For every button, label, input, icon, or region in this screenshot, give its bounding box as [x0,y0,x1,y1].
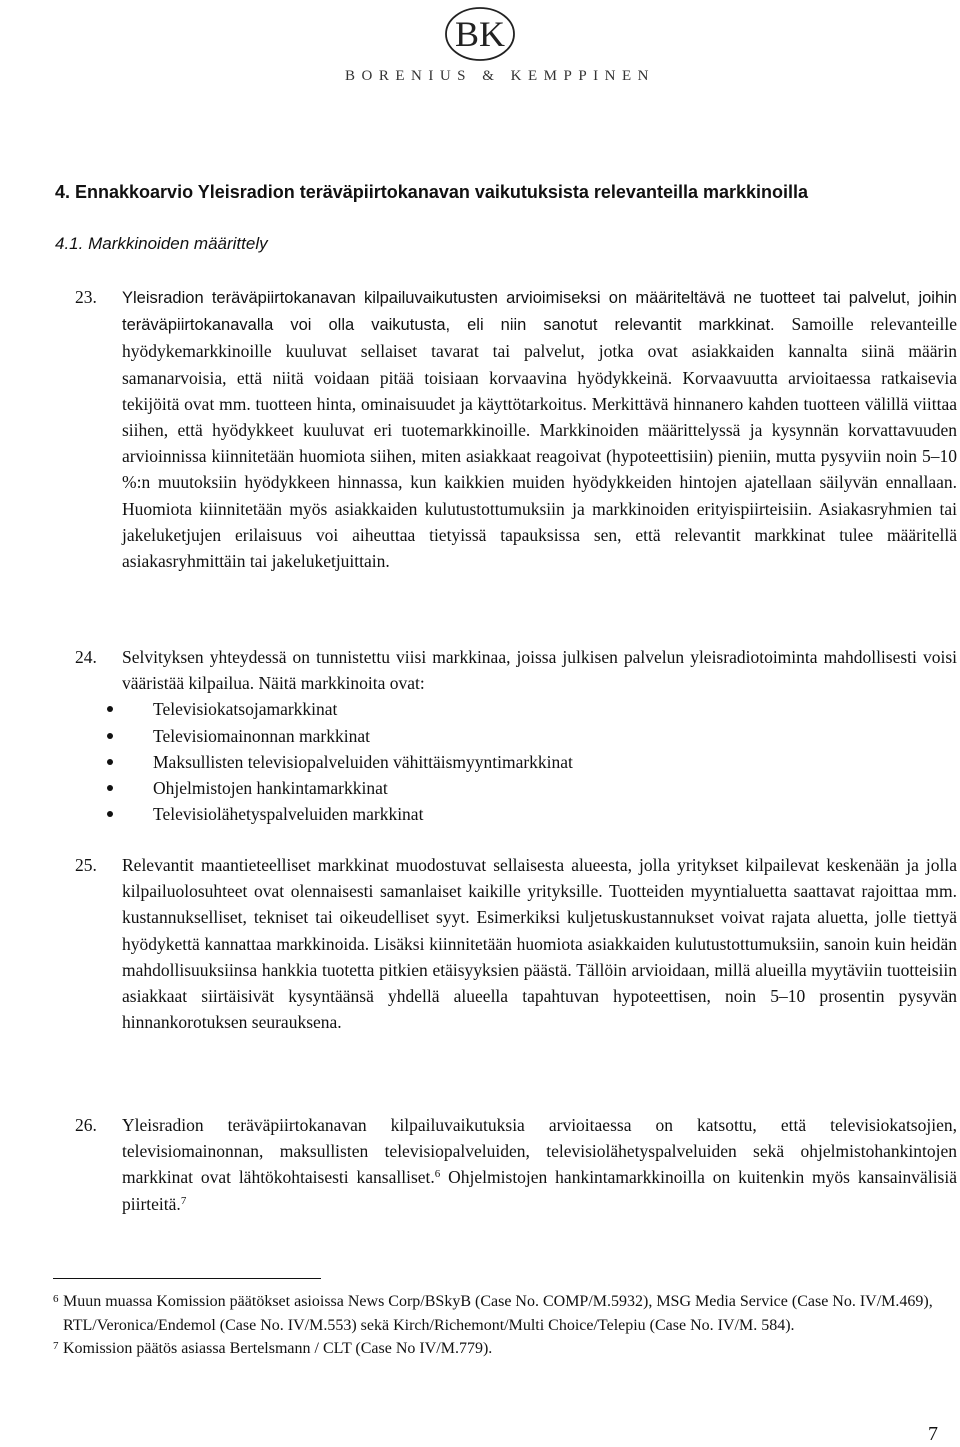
logo-wordmark: BORENIUS & KEMPPINEN [344,68,655,84]
footnote-ref[interactable]: 7 [180,1194,187,1207]
paragraph-body [122,284,957,574]
page-number: 7 [928,1423,938,1445]
paragraph-24 [75,644,957,827]
footnote-6 [53,1290,958,1337]
paragraph-number: 26. [75,1115,97,1135]
bullet-icon [107,706,113,712]
market-list [122,696,957,827]
footnote-7 [53,1337,958,1361]
paragraph-body: Yleisradion teräväpiirtokanavan kilpailuvaikutuksia arvioitaessa on katsottu, että televisiokatsojien, televisiomainonnan, maksullisten televisiopalveluiden, televisiolähetyspalveluiden sekä ohjelmistohankintojen markkinat ovat lähtökohtaisesti kansalliset.$^6$ Ohjelmistojen hankintamarkkinoilla on kuitenkin myös kansainvälisiä piirteitä.$^7$ [122,1115,957,1214]
paragraph-text: Samoille relevanteille hyödykemarkkinoille kuuluvat sellaiset tavarat tai palvelut, jotka ovat asiakkaiden kannalta siinä määrin samanarvoisia, että niitä voidaan pitää toisiaan korvaavina hyödykkeinä. Korvaavuutta arvioitaessa ratkaisevia tekijöitä ovat mm. tuotteen hinta, ominaisuudet ja käyttötarkoitus. Merkittävä hinnanero kahden tuotteen välillä viittaa siihen, että hyödykkeet kuuluvat eri tuotemarkkinoille. Markkinoiden määrittelyssä ja kysynnän korvattavuuden arvioinnissa kiinnitetään huomiota siihen, miten asiakkaat reagoivat (hypoteettisiin) pieniin, mutta pysyviin noin 5–10 %:n muutoksiin hyödykkeen hinnassa, kun kaikkien muiden hyödykkeiden hintojen ajatellaan säilyvän ennallaan. Huomiota kiinnitetään myös asiakkaiden kulutustottumuksiin ja markkinoiden erityispiirteisiin. Asiakasryhmien tai jakeluketjujen erilaisuus voi aiheuttaa tietyissä tapauksissa sen, että relevantit markkinat tulee määritellä asiakasryhmittäin tai jakeluketjuittain. [122,314,957,572]
footnote-text: Muun muassa Komission päätökset asioissa News Corp/BSkyB (Case No. COMP/M.5932), MSG Media Service (Case No. IV/M.469), RTL/Veronica/Endemol (Case No. IV/M.553) sekä Kirch/Richemont/Multi Choice/Telepiu (Case No. IV/M. 584). [63,1293,933,1334]
list-item: Televisiokatsojamarkkinat [122,696,957,722]
footnotes [53,1290,958,1361]
footnote-ref[interactable]: 6 [434,1168,441,1181]
paragraph-text-sans: Yleisradion teräväpiirtokanavan kilpailuvaikutusten arvioimiseksi on määriteltävä ne tuotteet tai palvelut, joihin teräväpiirtokanavalla voi olla vaikutusta, eli niin sanotut relevantit markkinat. [122,289,957,335]
paragraph-number: 25. [75,855,97,875]
svg-text:BK: BK [454,14,506,54]
list-item: Maksullisten televisiopalveluiden vähittäismyyntimarkkinat [122,749,957,775]
list-item: Ohjelmistojen hankintamarkkinat [122,775,957,801]
paragraph-body: Selvityksen yhteydessä on tunnistettu viisi markkinaa, joissa julkisen palvelun yleisradiotoiminta mahdollisesti voisi vääristää kilpailua. Näitä markkinoita ovat: [122,647,957,694]
footnote-text: Komission päätös asiassa Bertelsmann / CLT (Case No IV/M.779). [63,1340,493,1357]
bullet-icon [107,811,113,817]
paragraph-number: 23. [75,287,97,307]
footnote-divider [53,1278,321,1279]
list-item: Televisiomainonnan markkinat [122,723,957,749]
section-heading: 4. Ennakkoarvio Yleisradion teräväpiirtokanavan vaikutuksista relevanteilla markkinoilla [55,182,809,202]
footnote-number: 7 [53,1340,59,1352]
bullet-icon [107,733,113,739]
bullet-icon [107,785,113,791]
paragraph-25 [75,852,957,1035]
paragraph-23 [75,284,957,574]
bk-monogram-icon [425,4,535,64]
subsection-heading: 4.1. Markkinoiden määrittely [55,234,268,253]
paragraph-26 [75,1112,957,1217]
paragraph-body: Relevantit maantieteelliset markkinat muodostuvat sellaisesta alueesta, jolla yritykset kilpailevat keskenään ja jolla kilpailuolosuhteet ovat olennaisesti samanlaiset kaikille yrityksille. Tuotteiden myyntialuetta saattavat rajoittaa mm. kustannukselliset, tekniset tai oikeudelliset syyt. Esimerkiksi kuljetuskustannukset voivat rajata aluetta, jolle tiettyä hyödykettä kannattaa markkinoida. Lisäksi kiinnitetään huomiota asiakkaiden kulutustottumuksiin, sanoin kuin heidän mahdollisuuksiinsa hankkia tuotetta pitkien etäisyyksien päästä. Tällöin arvioidaan, millä alueilla myytäviin tuotteisiin asiakkaat siirtäisivät kysyntäänsä yhdellä alueella tapahtuvan hypoteettisen, noin 5–10 prosentin pysyvän hinnankorotuksen seurauksena. [122,855,957,1033]
list-item: Televisiolähetyspalveluiden markkinat [122,801,957,827]
paragraph-number: 24. [75,647,97,667]
header-logo [0,4,960,85]
bullet-icon [107,759,113,765]
footnote-number: 6 [53,1293,59,1305]
